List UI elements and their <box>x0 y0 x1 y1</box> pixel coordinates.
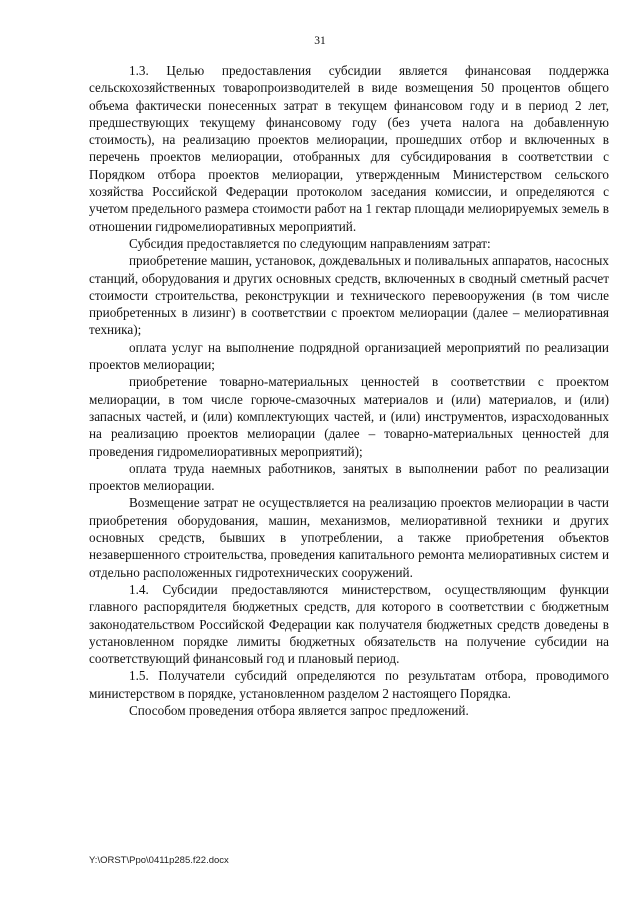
paragraph-labor: оплата труда наемных работников, занятых в выполнении работ по реализации проектов мелиорации. <box>89 460 609 494</box>
document-body <box>89 62 609 719</box>
paragraph-machinery: приобретение машин, установок, дождевальных и поливальных аппаратов, насосных станций, оборудования и других основных средств, включенных в сводный сметный расчет стоимости строительства, реконструкции и технического перевооружения (в том числе приобретенных в лизинг) в соответствии с проектом мелиорации (далее – мелиоративная техника); <box>89 253 609 338</box>
footer-file-path: Y:\ORST\Ppo\0411p285.f22.docx <box>89 855 229 866</box>
page-number: 31 <box>314 35 326 47</box>
paragraph-contractor-services: оплата услуг на выполнение подрядной организацией мероприятий по реализации проектов мелиорации; <box>89 339 609 373</box>
paragraph-1-4: 1.4. Субсидии предоставляются министерством, осуществляющим функции главного распорядителя бюджетных средств, для которого в соответствии с бюджетным законодательством Российской Федерации как получателя бюджетных средств доведены в установленном порядке лимиты бюджетных обязательств на получение субсидии на соответствующий финансовый год и плановый период. <box>89 581 609 667</box>
paragraph-materials: приобретение товарно-материальных ценностей в соответствии с проектом мелиорации, в том числе горюче-смазочных материалов и (или) материалов, и (или) запасных частей, и (или) комплектующих частей, и (или) инструментов, израсходованных на реализацию проектов мелиорации (далее – товарно-материальных ценностей для проведения гидромелиоративных мероприятий); <box>89 374 609 459</box>
paragraph-subsidy-directions: Субсидия предоставляется по следующим направлениям затрат: <box>129 235 491 251</box>
paragraph-1-5: 1.5. Получатели субсидий определяются по результатам отбора, проводимого министерством в порядке, установленном разделом 2 настоящего Порядка. <box>89 668 609 701</box>
paragraph-selection-method: Способом проведения отбора является запрос предложений. <box>129 702 469 718</box>
paragraph-1-3: 1.3. Целью предоставления субсидии является финансовая поддержка сельскохозяйственных товаропроизводителей в виде возмещения 50 процентов общего объема фактически понесенных затрат в текущем финансовом году и в период 2 лет, предшествующих текущему финансовому году (без учета налога на добавленную стоимость), на реализацию проектов мелиорации, прошедших отбор и включенных в перечень проектов мелиорации, отобранных для субсидирования в соответствии с Порядком отбора проектов мелиорации, утвержденным Министерством сельского хозяйства Российской Федерации протоколом заседания комиссии, и определяются с учетом предельного размера стоимости работ на 1 гектар площади мелиорируемых земель в отношении гидромелиоративных мероприятий. <box>89 63 609 234</box>
paragraph-exclusions: Возмещение затрат не осуществляется на реализацию проектов мелиорации в части приобретения оборудования, машин, механизмов, мелиоративной техники и других основных средств, бывших в употреблении, а также приобретения объектов незавершенного строительства, проведения капитального ремонта мелиоративных систем и отдельно расположенных гидротехнических сооружений. <box>89 495 609 580</box>
